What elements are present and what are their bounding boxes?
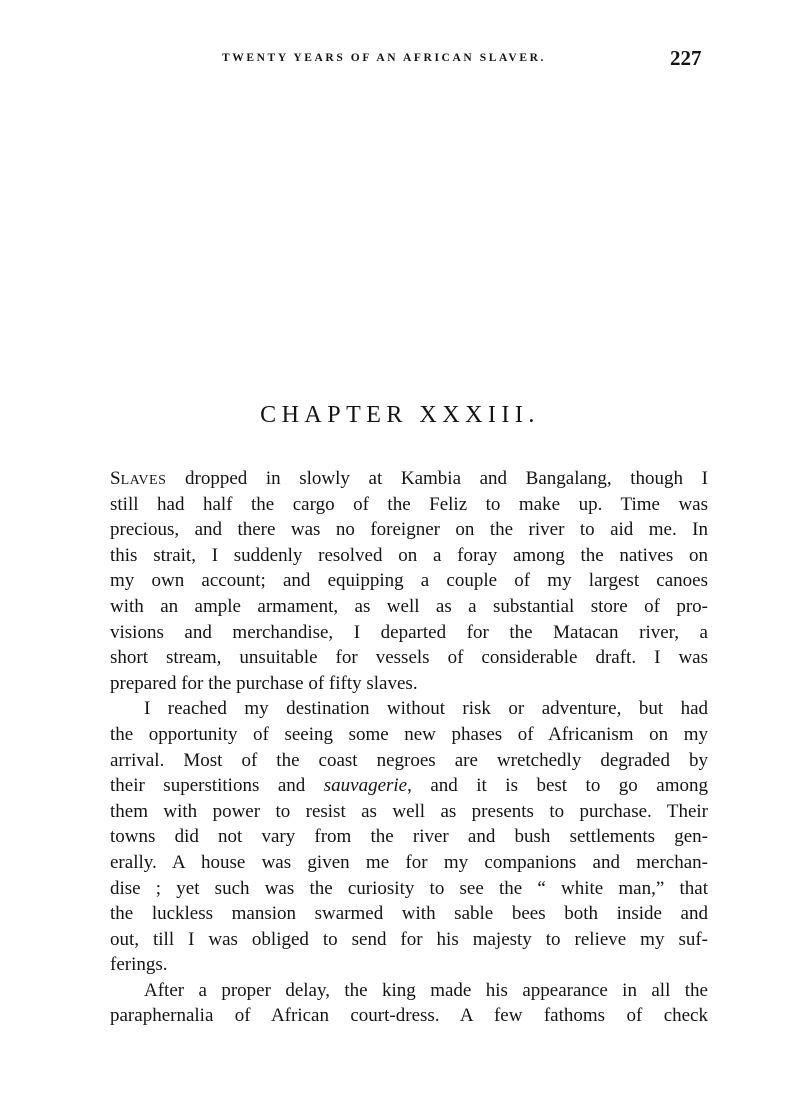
text-line: After a proper delay, the king made his appearance in all the: [144, 979, 708, 1001]
text-line: towns did not vary from the river and bush settlements gen-: [110, 826, 708, 848]
text-line: my own account; and equipping a couple of my largest canoes: [110, 570, 708, 592]
text-line: them with power to resist as well as presents to purchase. Their: [110, 800, 708, 822]
text-line: ferings.: [110, 954, 168, 976]
running-title: TWENTY YEARS OF AN AFRICAN SLAVER.: [222, 52, 546, 64]
text-line: with an ample armament, as well as a substantial store of pro-: [110, 595, 708, 617]
text-line: short stream, unsuitable for vessels of considerable draft. I was: [110, 647, 708, 669]
text-line-tail: , and it is best to go among: [407, 775, 708, 797]
drop-word-initial: S: [110, 468, 121, 489]
text-line: visions and merchandise, I departed for the Matacan river, a: [110, 621, 708, 643]
italic-word: sauvagerie: [323, 775, 408, 797]
text-line: the luckless mansion swarmed with sable bees both inside and: [110, 903, 708, 925]
text-line: [110, 773, 708, 799]
text-line: paraphernalia of African court-dress. A few fathoms of check: [110, 1005, 708, 1027]
text-line: precious, and there was no foreigner on the river to aid me. In: [110, 519, 708, 541]
body-text: [110, 466, 708, 1029]
text-line: dise ; yet such was the curiosity to see the “ white man,” that: [110, 877, 708, 899]
page-number: 227: [670, 46, 702, 70]
text-line: [110, 466, 708, 492]
text-line: arrival. Most of the coast negroes are wretchedly degraded by: [110, 749, 708, 771]
text-line: erally. A house was given me for my companions and merchan-: [110, 851, 708, 873]
text-line: out, till I was obliged to send for his majesty to relieve my suf-: [110, 928, 708, 950]
text-line-content: their superstitions and: [110, 775, 324, 797]
text-line: still had half the cargo of the Feliz to make up. Time was: [110, 493, 708, 515]
text-line: prepared for the purchase of fifty slaves.: [110, 672, 418, 694]
drop-word-rest: LAVES: [120, 473, 167, 488]
text-line: the opportunity of seeing some new phases of Africanism on my: [110, 723, 708, 745]
running-head: [0, 46, 800, 74]
text-line: this strait, I suddenly resolved on a foray among the natives on: [110, 544, 708, 566]
chapter-heading: CHAPTER XXXIII.: [260, 402, 540, 428]
text-line-content: dropped in slowly at Kambia and Bangalang, though I: [166, 468, 708, 489]
text-line: I reached my destination without risk or adventure, but had: [144, 698, 708, 720]
